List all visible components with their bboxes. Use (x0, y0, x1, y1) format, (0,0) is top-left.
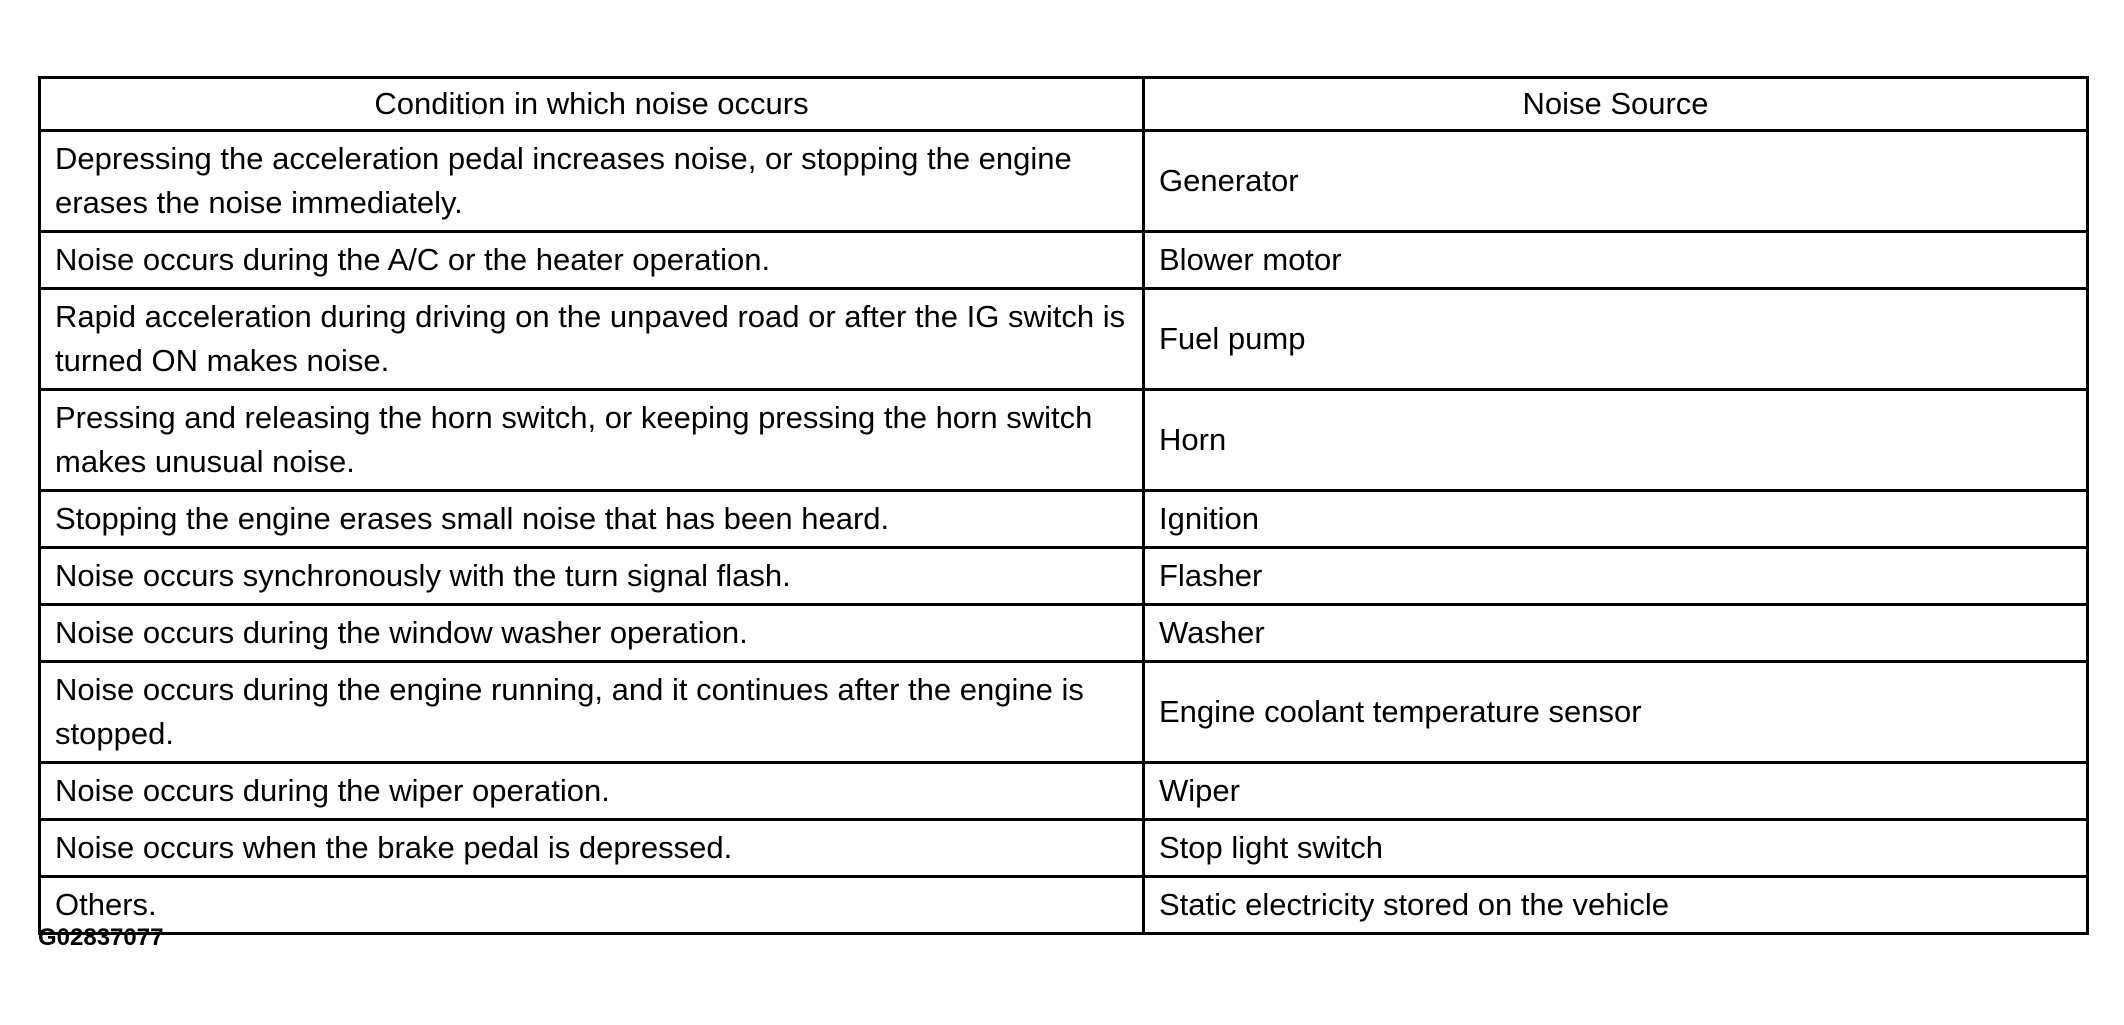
condition-cell: Noise occurs during the engine running, and it continues after the engine is stopped. (40, 662, 1144, 763)
noise-source-cell: Flasher (1144, 548, 2088, 605)
table-row (40, 662, 2088, 763)
noise-source-cell: Horn (1144, 390, 2088, 491)
condition-cell: Depressing the acceleration pedal increases noise, or stopping the engine erases the noise immediately. (40, 131, 1144, 232)
table-row (40, 605, 2088, 662)
noise-source-cell: Blower motor (1144, 232, 2088, 289)
table-row (40, 232, 2088, 289)
table-row (40, 289, 2088, 390)
condition-cell: Noise occurs during the A/C or the heater operation. (40, 232, 1144, 289)
header-condition: Condition in which noise occurs (40, 78, 1144, 131)
condition-cell: Noise occurs synchronously with the turn signal flash. (40, 548, 1144, 605)
condition-cell: Others. (40, 877, 1144, 934)
condition-cell: Pressing and releasing the horn switch, or keeping pressing the horn switch makes unusual noise. (40, 390, 1144, 491)
condition-cell: Rapid acceleration during driving on the unpaved road or after the IG switch is turned ON makes noise. (40, 289, 1144, 390)
condition-cell: Stopping the engine erases small noise that has been heard. (40, 491, 1144, 548)
noise-source-cell: Fuel pump (1144, 289, 2088, 390)
table-row (40, 877, 2088, 934)
document-page (38, 76, 2086, 935)
noise-source-cell: Engine coolant temperature sensor (1144, 662, 2088, 763)
noise-source-cell: Wiper (1144, 763, 2088, 820)
table-row (40, 763, 2088, 820)
table-row (40, 548, 2088, 605)
condition-cell: Noise occurs when the brake pedal is depressed. (40, 820, 1144, 877)
table-row (40, 820, 2088, 877)
table-header-row (40, 78, 2088, 131)
condition-cell: Noise occurs during the window washer operation. (40, 605, 1144, 662)
noise-source-cell: Static electricity stored on the vehicle (1144, 877, 2088, 934)
table-row (40, 491, 2088, 548)
figure-id-label: G02837077 (38, 924, 164, 951)
noise-source-table (38, 76, 2089, 935)
noise-source-cell: Stop light switch (1144, 820, 2088, 877)
condition-cell: Noise occurs during the wiper operation. (40, 763, 1144, 820)
table-row (40, 131, 2088, 232)
table-row (40, 390, 2088, 491)
header-noise-source: Noise Source (1144, 78, 2088, 131)
noise-source-cell: Washer (1144, 605, 2088, 662)
noise-source-cell: Generator (1144, 131, 2088, 232)
noise-source-cell: Ignition (1144, 491, 2088, 548)
